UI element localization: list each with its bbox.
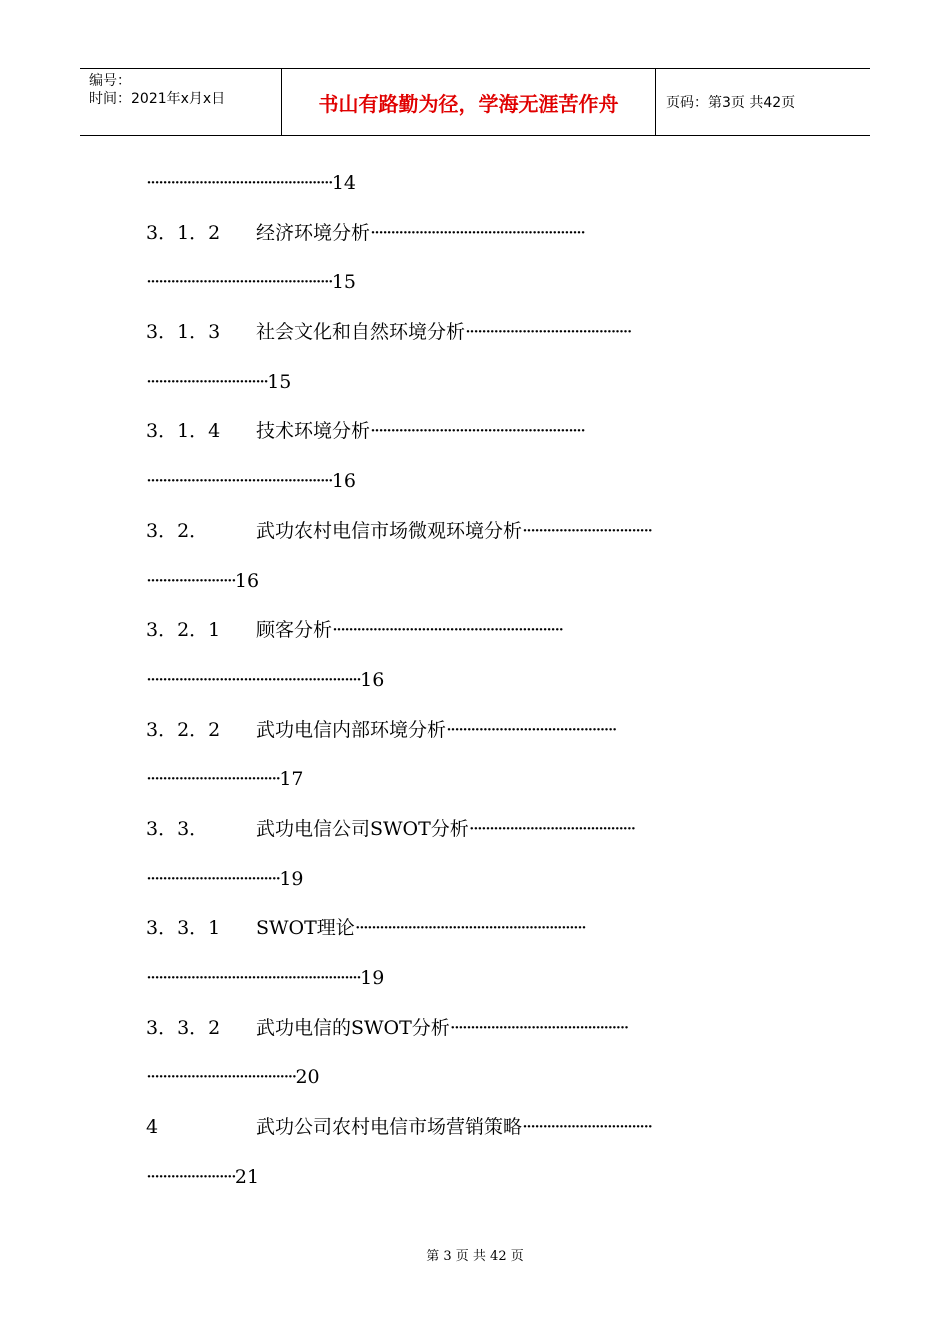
toc-line: ································· 19 bbox=[146, 867, 304, 890]
toc-entry[interactable]: 3．1．2 经济环境分析 ····················································· bbox=[146, 221, 585, 244]
toc-entry[interactable]: 3．3．1 SWOT理论 ························································· bbox=[146, 917, 586, 940]
toc-line: ····································· 20 bbox=[146, 1066, 320, 1089]
code-label: 编号： bbox=[89, 73, 131, 89]
toc-line: ····················································· 19 bbox=[146, 967, 385, 989]
toc-entry[interactable]: 3．3．2 武功电信的SWOT分析 ············································ bbox=[146, 1016, 628, 1039]
toc-entry[interactable]: 3．2．1 顾客分析 ························································· bbox=[146, 619, 563, 642]
toc-line: ·············································· 15 bbox=[146, 271, 357, 294]
toc-entry[interactable]: 3．3． 武功电信公司SWOT分析 ········································· bbox=[146, 817, 635, 840]
toc-entry[interactable]: 4 武功公司农村电信市场营销策略 ································ bbox=[146, 1116, 652, 1139]
page-footer: 第 3 页 共 42 页 bbox=[426, 1249, 524, 1264]
table-of-contents bbox=[146, 168, 806, 1211]
page-header bbox=[80, 68, 870, 136]
toc-line: ································· 17 bbox=[146, 768, 304, 791]
toc-line: ·············································· 14 bbox=[146, 172, 357, 194]
date-label: 时间：2021年x月x日 bbox=[89, 91, 226, 107]
toc-line: ······················ 21 bbox=[146, 1165, 260, 1188]
toc-line: ····················································· 16 bbox=[146, 668, 385, 691]
header-page-info: 页码：第3页 共42页 bbox=[666, 95, 796, 111]
header-meta bbox=[80, 69, 282, 135]
toc-line: ······················ 16 bbox=[146, 569, 260, 592]
toc-line: ······························ 15 bbox=[146, 370, 292, 393]
toc-line: ·············································· 16 bbox=[146, 470, 357, 493]
header-motto: 书山有路勤为径，学海无涯苦作舟 bbox=[282, 69, 656, 135]
toc-entry[interactable]: 3．1．4 技术环境分析 ····················································· bbox=[146, 420, 585, 443]
toc-entry[interactable]: 3．2．2 武功电信内部环境分析 ·········································· bbox=[146, 718, 616, 741]
toc-entry[interactable]: 3．1．3 社会文化和自然环境分析 ········································· bbox=[146, 321, 631, 344]
toc-entry[interactable]: 3．2． 武功农村电信市场微观环境分析 ································ bbox=[146, 519, 652, 542]
